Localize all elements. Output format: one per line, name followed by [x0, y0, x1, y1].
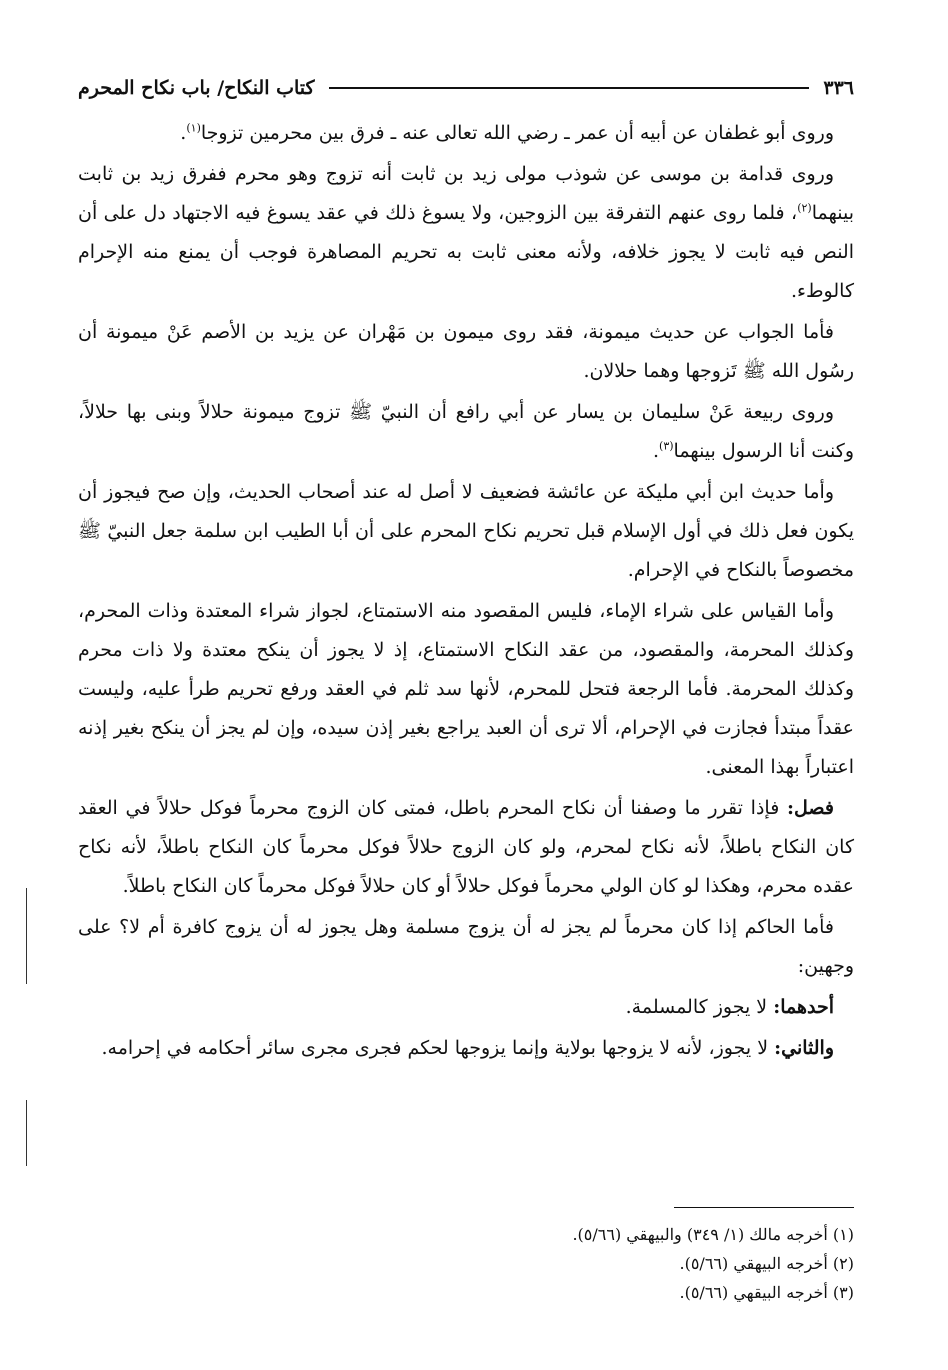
body-text — [78, 114, 854, 1068]
paragraph-6: وأما القياس على شراء الإماء، فليس المقصود منه الاستمتاع، لجواز شراء المعتدة وذات المحرم، وكذلك المحرمة، والمقصود، من عقد النكاح الاستمتاع، إذ لا يجوز أن ينكح معتدة ولا ذات محرم وكذلك المحرمة. فأما الرجعة فتحل للمحرم، لأنها سد ثلم في العقد ورفع تحريم طرأ عليه، وليست عقداً مبتدأ فجازت في الإحرام، ألا ترى أن العبد يراجع بغير إذن سيده، وإن لم يجز أن ينكح بغير إذنه اعتباراً بهذا المعنى. — [78, 600, 854, 778]
footnote-ref-3: (٣) — [659, 439, 674, 453]
hakim-paragraph: فأما الحاكم إذا كان محرماً لم يجز له أن يزوج مسلمة وهل يجوز له أن يزوج كافرة أم لا؟ على وجهين: — [78, 916, 854, 977]
footnote-ref-2: (٢) — [797, 201, 812, 215]
page-number: ٣٣٦ — [823, 77, 854, 99]
page — [78, 70, 854, 1340]
second-view-paragraph: والثاني: لا يجوز، لأنه لا يزوجها بولاية وإنما يزوجها لحكم فجرى مجرى سائر أحكامه في إحرامه. — [101, 1037, 834, 1059]
paragraph-5: وأما حديث ابن أبي مليكة عن عائشة فضعيف لا أصل له عند أصحاب الحديث، وإن صح فيجوز أن يكون فعل ذلك في أول الإسلام قبل تحريم نكاح المحرم على أن أبا الطيب ابن سلمة جعل النبيّ ﷺ مخصوصاً بالنكاح في الإحرام. — [78, 481, 854, 581]
footnote-1: (١) أخرجه مالك (١/ ٣٤٩) والبيهقي (٥/٦٦). — [572, 1225, 854, 1244]
footnote-2: (٢) أخرجه البيهقي (٥/٦٦). — [679, 1254, 854, 1273]
running-title: كتاب النكاح/ باب نكاح المحرم — [78, 77, 315, 99]
footnote-3: (٣) أخرجه البيقهي (٥/٦٦). — [679, 1283, 854, 1302]
paragraph-2: وروى قدامة بن موسى عن شوذب مولى زيد بن ثابت أنه تزوج وهو محرم ففرق زيد بن ثابت بينهما$^{(٢)}$، فلما روى عنهم التفرقة بين الزوجين، ولا يسوغ ذلك في عقد يسوغ فيه الاجتهاد دل على أن النص فيه ثابت لا يجوز خلافه، ولأنه معنى ثابت به تحريم المصاهرة فوجب أن يمنع منه الإحرام كالوطء. — [78, 163, 854, 302]
footnote-ref-1: (١) — [186, 121, 201, 135]
first-view-label: أحدهما: — [773, 996, 834, 1018]
paragraph-3: فأما الجواب عن حديث ميمونة، فقد روى ميمون بن مَهْران عن يزيد بن الأصم عَنْ ميمونة أن رسُول الله ﷺ تَزوجها وهما حلالان. — [78, 321, 854, 382]
margin-bar-upper — [26, 888, 27, 984]
footnotes — [78, 1220, 854, 1307]
fasl-label: فصل: — [787, 797, 834, 819]
paragraph-4: وروى ربيعة عَنْ سليمان بن يسار عن أبي رافع أن النبيّ ﷺ تزوج ميمونة حلالاً وبنى بها حلالاً، وكنت أنا الرسول بينهما$^{(٣)}$. — [78, 401, 854, 462]
header-rule — [329, 87, 810, 89]
first-view-paragraph: أحدهما: لا يجوز كالمسلمة. — [625, 996, 834, 1018]
margin-bar-lower — [26, 1100, 27, 1166]
page-header — [78, 70, 854, 106]
paragraph-1: وروى أبو غطفان عن أبيه أن عمر ـ رضي الله تعالى عنه ـ فرق بين محرمين تزوجا$^{(١)}$. — [180, 121, 834, 144]
fasl-paragraph: فصل: فإذا تقرر ما وصفنا أن نكاح المحرم باطل، فمتى كان الزوج محرماً فوكل حلالاً في العقد كان النكاح باطلاً، لأنه نكاح لمحرم، ولو كان الزوج حلالاً فوكل محرماً كان النكاح باطلاً، لأنه نكاح عقده محرم، وهكذا لو كان الولي محرماً فوكل حلالاً أو كان حلالاً فوكل محرماً كان النكاح باطلاً. — [78, 797, 854, 897]
footnote-separator — [674, 1207, 854, 1208]
second-view-label: والثاني: — [774, 1037, 834, 1059]
